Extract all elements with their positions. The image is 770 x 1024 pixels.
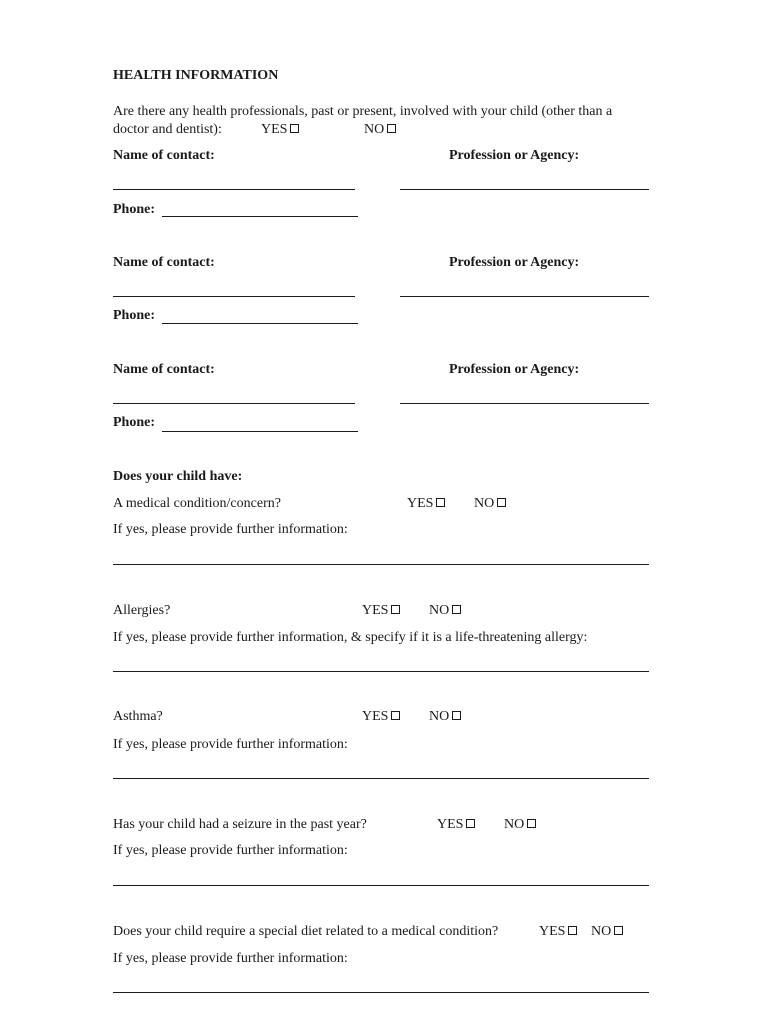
allergies-yes-option[interactable] [362,603,400,619]
yes-checkbox[interactable] [436,498,445,507]
yes-checkbox[interactable] [290,124,299,133]
phone-field[interactable] [162,216,358,217]
intro-yes-option[interactable] [261,122,299,138]
question-asthma: Asthma? [113,709,163,724]
no-label: NO [364,122,385,137]
followup-text: If yes, please provide further information: [113,737,348,752]
profession-field[interactable] [400,403,649,404]
contact-name-field[interactable] [113,189,355,190]
yes-label: YES [539,924,566,939]
no-checkbox[interactable] [452,711,461,720]
followup-text: If yes, please provide further information: [113,951,348,966]
contact-name-field[interactable] [113,403,355,404]
followup-text: If yes, please provide further information: [113,522,348,537]
yes-label: YES [261,122,288,137]
no-checkbox[interactable] [614,926,623,935]
diet-yes-option[interactable] [539,924,577,940]
phone-label: Phone: [113,308,155,323]
medical-info-field[interactable] [113,564,649,565]
yes-label: YES [362,603,389,618]
profession-label: Profession or Agency: [449,148,580,163]
question-medical-condition: A medical condition/concern? [113,496,281,511]
no-label: NO [429,709,450,724]
phone-label: Phone: [113,415,155,430]
no-label: NO [429,603,450,618]
seizure-info-field[interactable] [113,885,649,886]
phone-field[interactable] [162,431,358,432]
profession-field[interactable] [400,189,649,190]
no-checkbox[interactable] [452,605,461,614]
yes-checkbox[interactable] [568,926,577,935]
yes-label: YES [407,496,434,511]
page-title: HEALTH INFORMATION [113,68,279,83]
contact-name-label: Name of contact: [113,362,215,377]
contact-name-field[interactable] [113,296,355,297]
yes-checkbox[interactable] [391,711,400,720]
phone-field[interactable] [162,323,358,324]
allergies-no-option[interactable] [429,603,461,619]
diet-no-option[interactable] [591,924,623,940]
profession-field[interactable] [400,296,649,297]
no-label: NO [504,817,525,832]
asthma-info-field[interactable] [113,778,649,779]
contact-name-label: Name of contact: [113,255,215,270]
profession-label: Profession or Agency: [449,362,580,377]
yes-checkbox[interactable] [466,819,475,828]
profession-label: Profession or Agency: [449,255,580,270]
yes-checkbox[interactable] [391,605,400,614]
yes-label: YES [437,817,464,832]
intro-question-line2: doctor and dentist): [113,122,222,137]
contact-name-label: Name of contact: [113,148,215,163]
question-allergies: Allergies? [113,603,171,618]
intro-no-option[interactable] [364,122,396,138]
intro-question-line1: Are there any health professionals, past or present, involved with your child (other than a [113,104,613,119]
no-checkbox[interactable] [387,124,396,133]
asthma-yes-option[interactable] [362,709,400,725]
no-label: NO [474,496,495,511]
question-special-diet: Does your child require a special diet related to a medical condition? [113,924,499,939]
seizure-yes-option[interactable] [437,817,475,833]
medical-yes-option[interactable] [407,496,445,512]
yes-label: YES [362,709,389,724]
phone-label: Phone: [113,202,155,217]
section-heading: Does your child have: [113,469,243,484]
question-seizure: Has your child had a seizure in the past year? [113,817,367,832]
seizure-no-option[interactable] [504,817,536,833]
no-label: NO [591,924,612,939]
medical-no-option[interactable] [474,496,506,512]
asthma-no-option[interactable] [429,709,461,725]
no-checkbox[interactable] [527,819,536,828]
allergies-info-field[interactable] [113,671,649,672]
followup-text: If yes, please provide further information, & specify if it is a life-threatening allergy: [113,630,588,645]
diet-info-field[interactable] [113,992,649,993]
no-checkbox[interactable] [497,498,506,507]
followup-text: If yes, please provide further information: [113,843,348,858]
